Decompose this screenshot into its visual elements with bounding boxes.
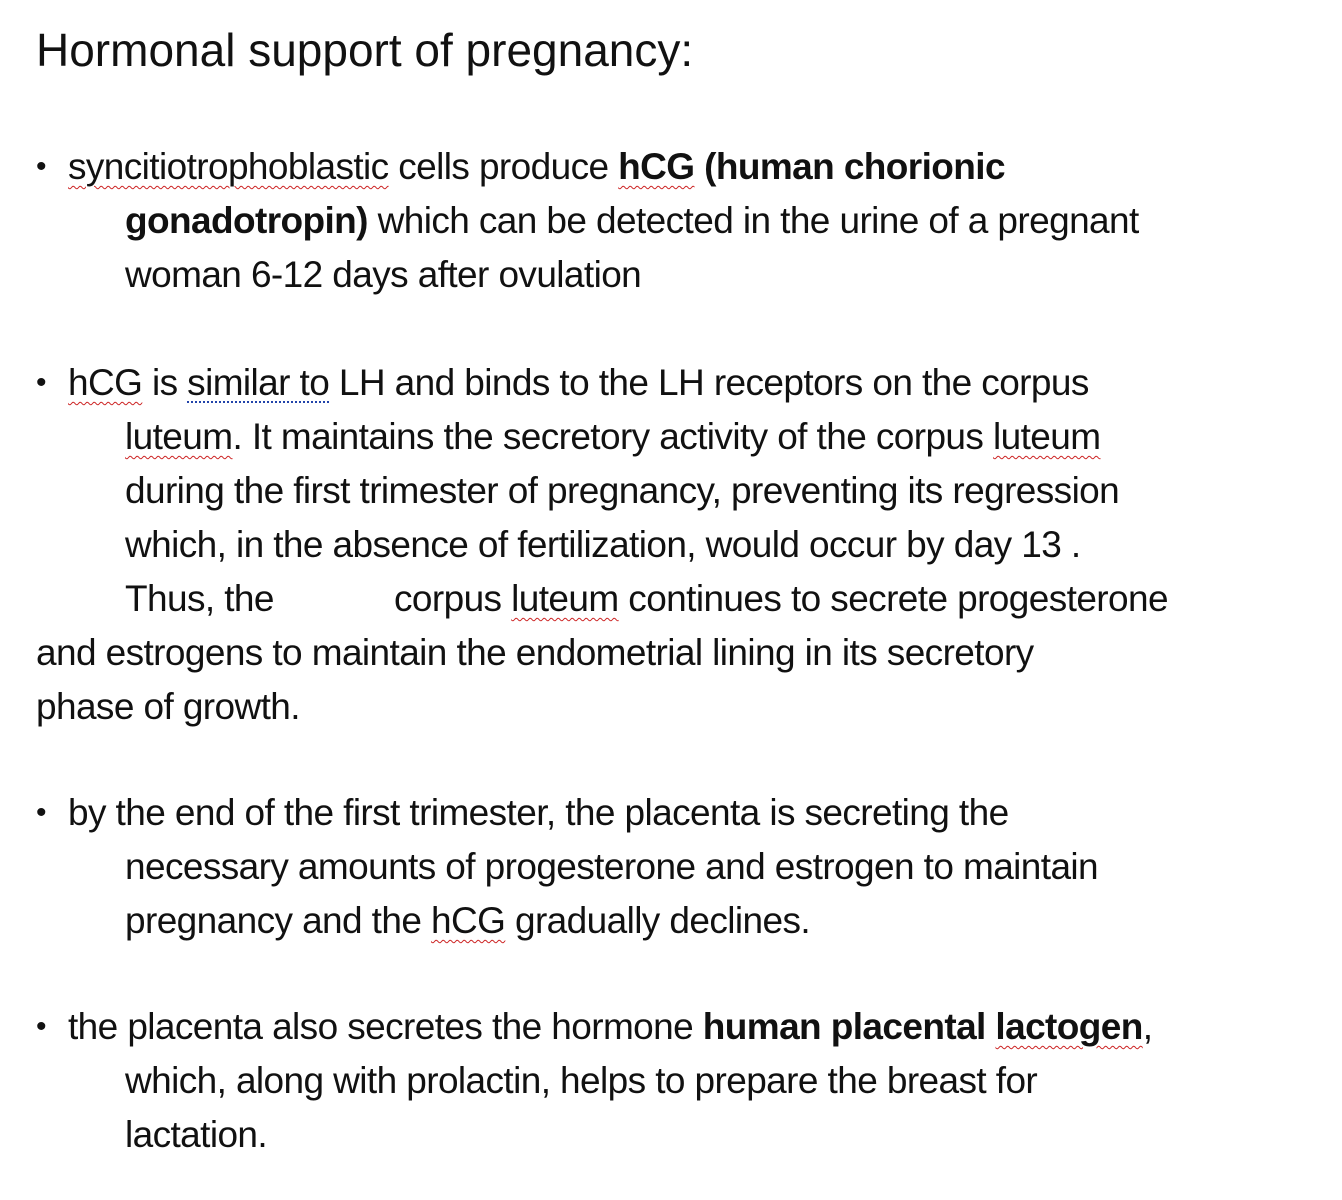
bullet-1-line-2: gonadotropin) which can be detected in the urine of a pregnant <box>125 200 1139 241</box>
bullet-2: • <box>36 366 47 399</box>
bullet-4-line-3: lactation. <box>125 1114 268 1155</box>
bullet-4: • <box>36 1010 47 1043</box>
bullet-2-line-5b: corpus luteum continues to secrete progesterone <box>394 578 1168 619</box>
bullet-4-line-2: which, along with prolactin, helps to prepare the breast for <box>125 1060 1038 1101</box>
bullet-3-line-1: by the end of the first trimester, the placenta is secreting the <box>68 792 1009 833</box>
bullet-2-line-4: which, in the absence of fertilization, would occur by day 13 . <box>125 524 1081 565</box>
bullet-3: • <box>36 796 47 829</box>
bullet-1: • <box>36 150 47 183</box>
bullet-2-line-6: and estrogens to maintain the endometrial lining in its secretory <box>36 632 1034 673</box>
term-syncitiotrophoblastic: syncitiotrophoblastic <box>68 146 389 187</box>
page-title: Hormonal support of pregnancy: <box>36 24 694 76</box>
bullet-2-line-7: phase of growth. <box>36 686 300 727</box>
bullet-2-line-2: luteum. It maintains the secretory activity of the corpus luteum <box>125 416 1101 457</box>
bullet-3-line-2: necessary amounts of progesterone and estrogen to maintain <box>125 846 1099 887</box>
bullet-2-line-5a: Thus, the <box>125 578 274 619</box>
bullet-1-line-3: woman 6-12 days after ovulation <box>125 254 642 295</box>
bullet-2-line-3: during the first trimester of pregnancy, preventing its regression <box>125 470 1120 511</box>
bullet-4-line-1: the placenta also secretes the hormone human placental lactogen, <box>68 1006 1153 1047</box>
bullet-2-line-1: hCG is similar to LH and binds to the LH receptors on the corpus <box>68 362 1089 403</box>
bullet-1-line-1: syncitiotrophoblastic cells produce hCG (human chorionic <box>68 146 1005 187</box>
term-hcg: hCG <box>618 146 695 187</box>
bullet-3-line-3: pregnancy and the hCG gradually declines. <box>125 900 811 941</box>
